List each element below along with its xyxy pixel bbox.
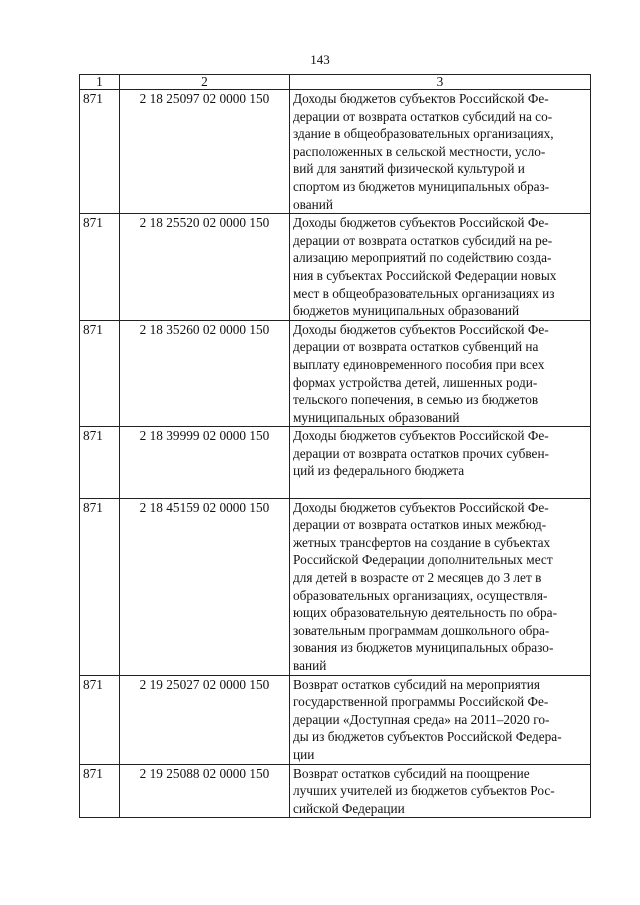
table-row <box>80 427 591 498</box>
description-line: тельского попечения, в семью из бюджетов <box>293 392 539 408</box>
description-line: спортом из бюджетов муниципальных образ- <box>293 178 550 194</box>
revenue-codes-table <box>79 74 591 818</box>
column-header-3: 3 <box>290 75 591 90</box>
table-body <box>80 90 591 818</box>
description-line: Доходы бюджетов субъектов Российской Фе- <box>293 321 549 337</box>
description-line: Доходы бюджетов субъектов Российской Фе- <box>293 499 549 515</box>
description-line: ализацию мероприятий по содействию созда- <box>293 250 552 266</box>
description-line: государственной программы Российской Фе- <box>293 694 549 710</box>
description-line: ований <box>293 196 334 212</box>
description-line: формах устройства детей, лишенных роди- <box>293 374 538 390</box>
page-number: 143 <box>310 52 330 67</box>
description-line: Доходы бюджетов субъектов Российской Фе- <box>293 215 549 231</box>
table-row <box>80 675 591 764</box>
description-line: Доходы бюджетов субъектов Российской Фе- <box>293 91 549 106</box>
budget-code-cell: 2 18 25097 02 0000 150 <box>120 90 290 214</box>
description-line: ций из федерального бюджета <box>293 463 465 479</box>
description-line: ния в субъектах Российской Федерации новых <box>293 267 557 283</box>
description-line: зовательным программам дошкольного обра- <box>293 622 550 638</box>
description-line: лучших учителей из бюджетов субъектов Рос- <box>293 783 555 799</box>
description-line: ды из бюджетов субъектов Российской Федера- <box>293 729 562 745</box>
budget-code-cell: 2 18 45159 02 0000 150 <box>120 498 290 675</box>
table-row <box>80 764 591 818</box>
admin-code-cell: 871 <box>80 675 120 764</box>
admin-code-cell: 871 <box>80 764 120 818</box>
description-line: муниципальных образований <box>293 409 460 425</box>
description-line: ваний <box>293 658 327 673</box>
description-line: мест в общеобразовательных организациях из <box>293 285 555 301</box>
description-line: Возврат остатков субсидий на мероприятия <box>293 676 540 692</box>
description-line: дерации «Доступная среда» на 2011–2020 го- <box>293 711 550 727</box>
column-header-2: 2 <box>120 75 290 90</box>
description-line: дерации от возврата остатков иных межбюд- <box>293 517 547 533</box>
description-cell <box>290 320 591 427</box>
description-line: для детей в возрасте от 2 месяцев до 3 лет в <box>293 570 542 586</box>
description-cell <box>290 498 591 675</box>
budget-code-cell: 2 18 39999 02 0000 150 <box>120 427 290 498</box>
budget-code-cell: 2 18 25520 02 0000 150 <box>120 214 290 321</box>
description-line: Доходы бюджетов субъектов Российской Фе- <box>293 428 549 444</box>
admin-code-cell: 871 <box>80 320 120 427</box>
table-row <box>80 214 591 321</box>
description-cell <box>290 764 591 818</box>
description-line: расположенных в сельской местности, усло- <box>293 143 546 159</box>
description-line: вий для занятий физической культурой и <box>293 161 525 177</box>
description-cell <box>290 90 591 214</box>
description-line: Возврат остатков субсидий на поощрение <box>293 765 530 781</box>
table-row <box>80 320 591 427</box>
description-line: здание в общеобразовательных организациях, <box>293 126 554 142</box>
description-cell <box>290 214 591 321</box>
admin-code-cell: 871 <box>80 90 120 214</box>
description-line: дерации от возврата остатков прочих субвен- <box>293 445 549 461</box>
description-line: дерации от возврата остатков субсидий на ре- <box>293 232 553 248</box>
description-line: образовательных организациях, осуществля- <box>293 587 548 603</box>
description-line: выплату единовременного пособия при всех <box>293 356 545 372</box>
description-line: ции <box>293 746 315 762</box>
table-row <box>80 498 591 675</box>
table-row <box>80 90 591 214</box>
description-cell <box>290 675 591 764</box>
budget-code-cell: 2 19 25088 02 0000 150 <box>120 764 290 818</box>
description-line: сийской Федерации <box>293 800 405 816</box>
admin-code-cell: 871 <box>80 498 120 675</box>
description-line: дерации от возврата остатков субвенций на <box>293 339 539 355</box>
description-line: зования из бюджетов муниципальных образо- <box>293 640 554 656</box>
column-header-1: 1 <box>80 75 120 90</box>
description-cell <box>290 427 591 498</box>
admin-code-cell: 871 <box>80 427 120 498</box>
description-line <box>293 480 587 498</box>
admin-code-cell: 871 <box>80 214 120 321</box>
description-line: дерации от возврата остатков субсидий на со- <box>293 108 553 124</box>
table-header-row <box>80 75 591 90</box>
description-line: бюджетов муниципальных образований <box>293 303 520 319</box>
description-line: ющих образовательную деятельность по обра- <box>293 605 558 621</box>
budget-code-cell: 2 19 25027 02 0000 150 <box>120 675 290 764</box>
description-line: жетных трансфертов на создание в субъектах <box>293 534 551 550</box>
description-line: Российской Федерации дополнительных мест <box>293 552 553 568</box>
budget-code-cell: 2 18 35260 02 0000 150 <box>120 320 290 427</box>
